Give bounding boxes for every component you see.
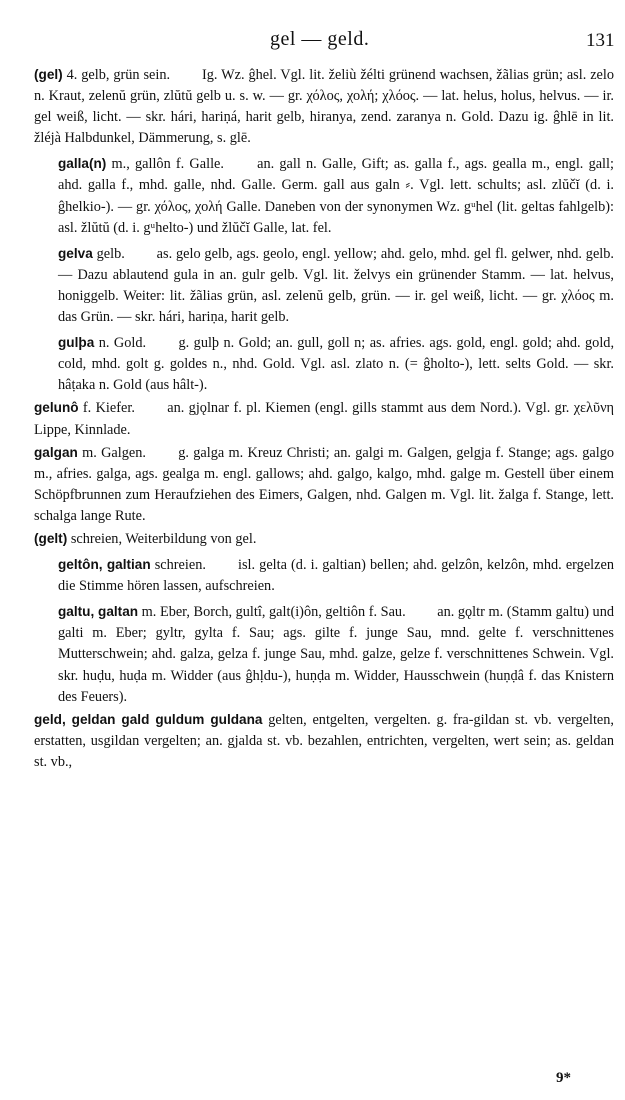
etymology-text: an. gall n. Galle, Gift; as. galla f., ags. gealla m., engl. gall; ahd. galla f., mhd. galle, nhd. Galle. Germ. gall aus galn ⸗. Vgl. lett. schults; asl. zlŭčĭ (d. i. ĝhelkio-). — gr. χόλος, χολή Galle. Daneben von der synonymen Wz. gᵘhel (lit. geltas fahlgelb): asl. žlŭtŭ (d. i. gᵘhelto-) und žlŭčĭ Galle, lat. fel. — [58, 156, 614, 236]
entries-column — [34, 64, 614, 773]
headword: (gel) — [34, 67, 63, 82]
gloss: f. Kiefer. — [82, 400, 135, 417]
etymology-text: an. gjǫlnar f. pl. Kiemen (engl. gills stammt aus dem Nord.). Vgl. gr. χελῦνη Lippe, Kinnlade. — [34, 400, 615, 438]
signature-mark: 9* — [556, 1070, 571, 1086]
gloss: schreien. — [154, 557, 206, 574]
entry-gelva — [34, 243, 614, 328]
entry-gelton — [34, 554, 614, 597]
headword: gelunô — [34, 400, 79, 416]
gloss: m. Eber, Borch, gultî, galt(i)ôn, geltiôn f. Sau. — [141, 604, 406, 621]
page-number: 131 — [586, 30, 615, 51]
headword: (gelt) — [34, 530, 68, 546]
gloss: gelb. — [96, 245, 125, 262]
page-header — [0, 28, 625, 58]
etymology-text: isl. gelta (d. i. galtian) bellen; ahd. gelzôn, kelzôn, mhd. ergelzen die Stimme hören lassen, aufschreien. — [58, 557, 614, 595]
headword: geltôn, galtian — [58, 557, 151, 573]
entry-gel — [34, 64, 614, 149]
entry-galgan — [34, 442, 614, 527]
etymology-text: g. galga m. Kreuz Christi; an. galgi m. Galgen, gelgja f. Stange; ags. galgo m., afries. galga, ags. gealga m. engl. gallows; ahd. galgo, kalgo, mhd. galge m. Gestell über einem Schöpfbrunnen zum Heraufziehen des Eimers, Galgen, nhd. Galgen m. Vgl. lit. žalga f. Stange, lett. schalga lange Rute. — [34, 444, 615, 524]
entry-gulpa — [34, 332, 614, 396]
etymology-text: an. gǫltr m. (Stamm galtu) und galti m. Eber; gyltr, gylta f. Sau; ags. gilte f. junge Sau, mnd. gelte f. verschnittenes Mutterschwein; ahd. galza, gelza f. junge Sau, mhd. galze, gelze f. verschnittenes Schwein. Vgl. skr. huḍu, huḍa m. Widder (aus ĝhḷdu-), huṇḍa m. Widder, Hausschwein (huṇḍâ f. das Knistern des Feuers). — [58, 604, 615, 705]
headword: galtu, galtan — [58, 604, 139, 620]
headword: geld, geldan gald guldum guldana — [34, 711, 263, 727]
entry-galtu — [34, 601, 614, 707]
gloss: m., gallôn f. Galle. — [111, 156, 224, 173]
gloss: 4. gelb, grün sein. — [66, 67, 171, 83]
headword: gulþa — [58, 335, 95, 351]
headword: galgan — [34, 444, 78, 460]
etymology-text: g. gulþ n. Gold; an. gull, goll n; as. afries. ags. gold, engl. gold; ahd. gold, cold, mhd. golt g. goldes n., nhd. Gold. Vgl. asl. zlato n. (= ĝholto-), lett. selts Gold. — skr. hâṭaka n. Gold (aus hâlt-). — [58, 335, 615, 394]
headword: gelva — [58, 245, 93, 261]
gloss: m. Galgen. — [82, 444, 146, 461]
etymology-text: as. gelo gelb, ags. geolo, engl. yellow; ahd. gelo, mhd. gel fl. gelwer, nhd. gelb. — Dazu ablautend gula in an. gulr gelb. Vgl. lit. želvys ein grünender Stamm. — lat. helvus, honiggelb. Weiter: lit. žãlias grün, asl. zelenŭ gelb, grün. — ir. gel weiß, licht. — gr. χλόος m. das Grün. — skr. hári, hariṇa, harit gelb. — [58, 245, 614, 326]
gloss: gelten, entgelten, vergelten. — [268, 711, 431, 728]
etymology-text: g. fra-gildan st. vb. vergelten, erstatten, usgildan vergelten; an. gjalda st. vb. bezahlen, entrichten, vergelten, wert sein; as. geldan st. vb., — [34, 711, 614, 770]
gloss: schreien, Weiterbildung von gel. — [70, 530, 257, 547]
entry-geld — [34, 709, 614, 773]
etymology-text: Ig. Wz. ĝhel. Vgl. lit. želiù žélti grünend wachsen, žãlias grün; asl. zelo n. Kraut, zelenŭ grün, zlŭtŭ gelb u. s. w. — gr. χόλος, χολή; χλόος. — lat. helus, holus, helvus. — ir. gel weiß, licht. — skr. hári, hariṇá, harit gelb, hiranya, zend. zaranya n. Gold. Dazu ig. ĝhlē in lit. žléjà Halbdunkel, Dämmerung, s. glē. — [34, 67, 615, 147]
headword: galla(n) — [58, 156, 107, 172]
gloss: n. Gold. — [98, 335, 147, 352]
entry-geluno — [34, 397, 614, 440]
running-head: gel — geld. — [270, 28, 370, 50]
entry-galla — [34, 153, 614, 238]
entry-gelt — [34, 528, 614, 550]
